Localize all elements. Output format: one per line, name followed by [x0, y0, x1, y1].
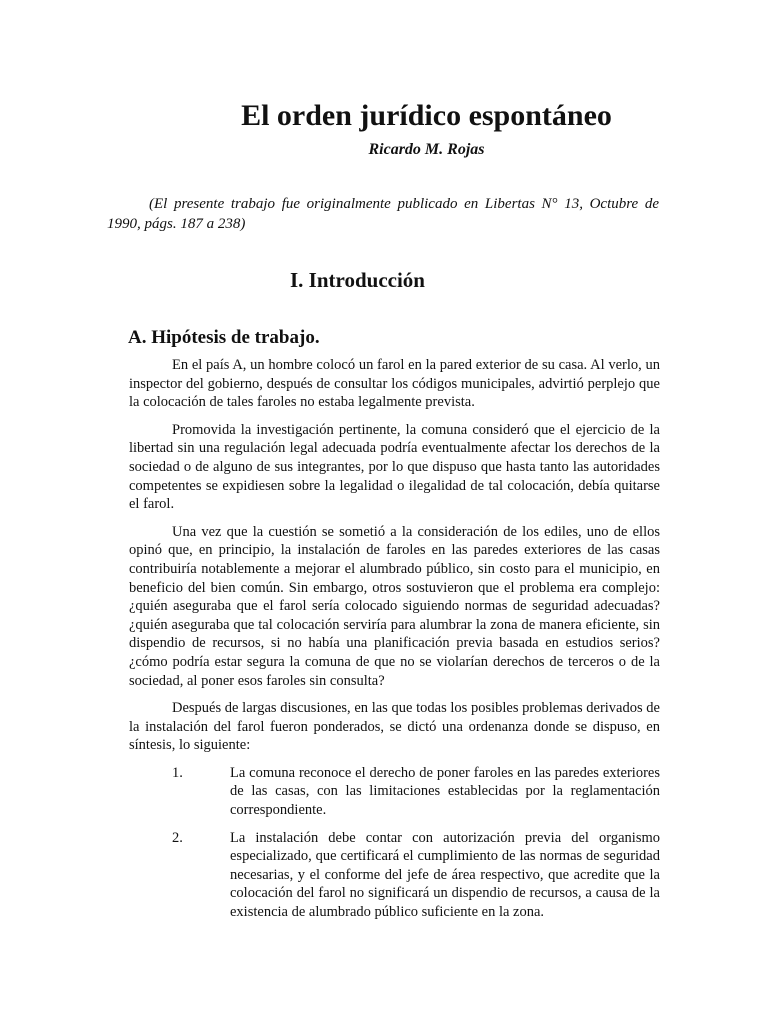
list-item-number: 2. [172, 829, 183, 846]
list-item-text: La instalación debe contar con autorización previa del organismo especializado, que certificará el cumplimiento de las normas de seguridad necesarias, y el conforme del jefe de área respectivo, que acredite que la colocación del farol no significará un dispendio de recursos, a causa de la existencia de alumbrado público suficiente en la zona. [230, 829, 660, 921]
document-body [129, 356, 660, 931]
publication-note: (El presente trabajo fue originalmente publicado en Libertas N° 13, Octubre de 1990, págs. 187 a 238) [107, 196, 659, 232]
list-item [129, 829, 660, 922]
paragraph: En el país A, un hombre colocó un farol en la pared exterior de su casa. Al verlo, un inspector del gobierno, después de consultar los códigos municipales, advirtió perplejo que la colocación de tales faroles no estaba legalmente prevista. [129, 357, 660, 411]
list-item-number: 1. [172, 764, 183, 781]
list-item [129, 764, 660, 820]
numbered-list [129, 764, 660, 922]
paragraph: Después de largas discusiones, en las que todas los posibles problemas derivados de la instalación del farol fueron ponderados, se dictó una ordenanza donde se dispuso, en síntesis, lo siguiente: [129, 700, 660, 754]
document-author: Ricardo M. Rojas [368, 141, 485, 158]
document-title: El orden jurídico espontáneo [241, 99, 612, 132]
subsection-title: A. Hipótesis de trabajo. [128, 327, 320, 348]
list-item-text: La comuna reconoce el derecho de poner faroles en las paredes exteriores de las casas, con las limitaciones establecidas por la reglamentación correspondiente. [230, 764, 660, 819]
section-title: I. Introducción [290, 268, 425, 292]
paragraph: Promovida la investigación pertinente, la comuna consideró que el ejercicio de la libertad sin una regulación legal adecuada podría eventualmente afectar los derechos de la sociedad o de alguno de sus integrantes, por lo que dispuso que hasta tanto las autoridades competentes se expidiesen sobre la legalidad o ilegalidad de tal colocación, debía quitarse el farol. [129, 421, 660, 513]
paragraph: Una vez que la cuestión se sometió a la consideración de los ediles, uno de ellos opinó que, en principio, la instalación de faroles en las paredes exteriores de las casas contribuiría notablemente a mejorar el alumbrado público, sin costo para el municipio, en beneficio del bien común. Sin embargo, otros sostuvieron que el problema era complejo: ¿quién aseguraba que el farol sería colocado siguiendo normas de seguridad adecuadas? ¿quién aseguraba que tal colocación serviría para alumbrar la zona de manera eficiente, sin dispendio de recursos, si no había una planificación previa basada en estudios serios? ¿cómo podría estar segura la comuna de que no se violarían derechos de terceros o de la sociedad, al poner esos faroles sin consulta? [129, 523, 660, 689]
